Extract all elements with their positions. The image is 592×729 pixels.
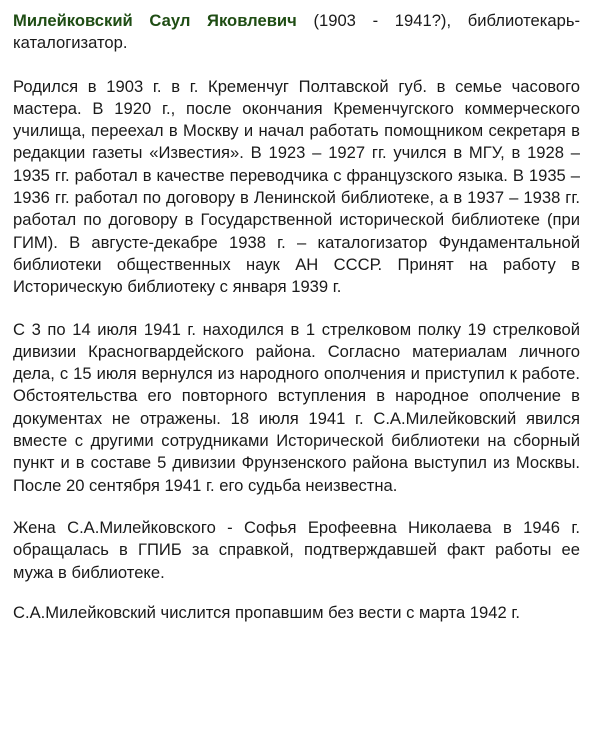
- bio-paragraph-early-life: Родился в 1903 г. в г. Кременчуг Полтавской губ. в семье часового мастера. В 1920 г., после окончания Кременчугского коммерческого училища, переехал в Москву и начал работать помощником секретаря в редакции газеты «Известия». В 1923 – 1927 гг. учился в МГУ, в 1928 – 1935 гг. работал в качестве переводчика с французского языка. В 1935 – 1936 гг. работал по договору в Ленинской библиотеке, а в 1937 – 1938 гг. работал по договору в Государственной исторической библиотеке (при ГИМ). В августе-декабре 1938 г. – каталогизатор Фундаментальной библиотеки общественных наук АН СССР. Принят на работу в Историческую библиотеку с января 1939 г.: [13, 76, 580, 297]
- bio-paragraph-wife: Жена С.А.Милейковского - Софья Ерофеевна Николаева в 1946 г. обращалась в ГПИБ за справкой, подтверждавшей факт работы ее мужа в библиотеке.: [13, 517, 580, 582]
- bio-paragraph-missing: С.А.Милейковский числится пропавшим без вести с марта 1942 г.: [13, 602, 520, 622]
- bio-paragraph-militia: С 3 по 14 июля 1941 г. находился в 1 стрелковом полку 19 стрелковой дивизии Красногвардейского района. Согласно материалам личного дела, с 15 июля вернулся из народного ополчения и приступил к работе. Обстоятельства его повторного вступления в народное ополчение в документах не отражены. 18 июля 1941 г. С.А.Милейковский явился вместе с другими сотрудниками Исторической библиотеки на сборный пункт и в составе 5 дивизии Фрунзенского района выступил из Москвы. После 20 сентября 1941 г. его судьба неизвестна.: [13, 319, 580, 495]
- bio-header: [13, 10, 580, 55]
- person-name: Милейковский Саул Яковлевич: [13, 11, 297, 30]
- header-dates-role: (1903 - 1941?), библиотекарь-каталогизатор.: [13, 11, 580, 53]
